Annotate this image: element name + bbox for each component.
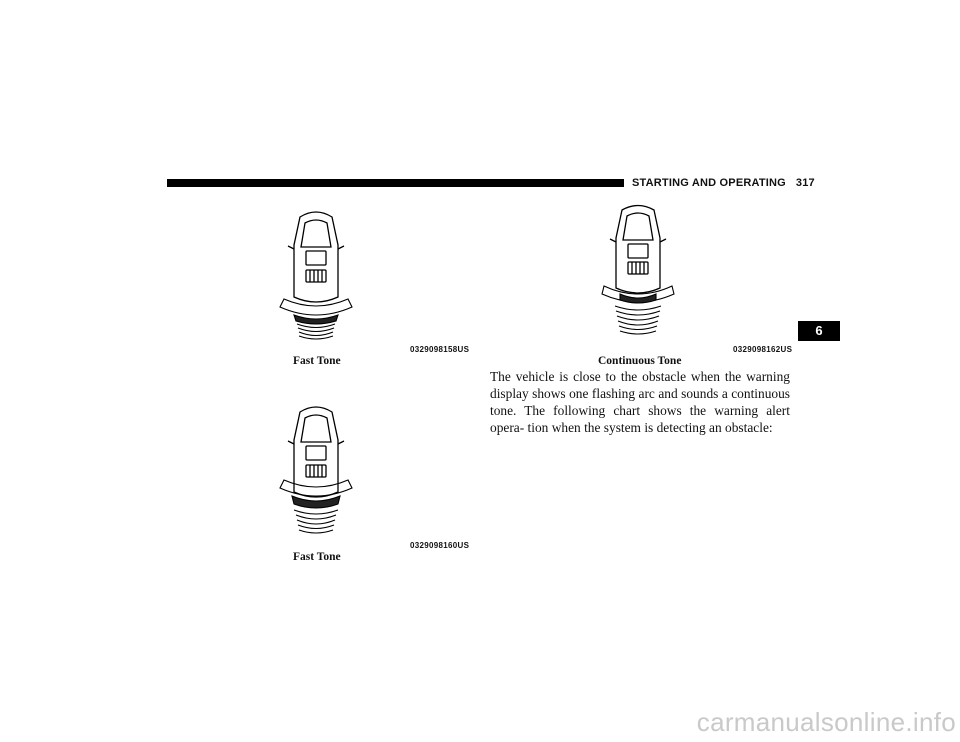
section-title: STARTING AND OPERATING [632,177,786,189]
vehicle-rear-sensor-diagram [276,400,356,540]
running-header [632,176,815,190]
body-paragraph: The vehicle is close to the obstacle when the warning display shows one flashing arc and sounds a continuous tone. The following chart shows the warning alert opera- tion when the system is detecting an obstacle: [490,369,790,435]
figure-code: 0329098158US [410,345,470,354]
header-rule [167,179,624,187]
figure-caption: Fast Tone [293,355,341,367]
figure-code: 0329098162US [733,345,793,354]
figure-fast-tone-1 [276,205,356,345]
figure-caption: Continuous Tone [598,355,682,367]
watermark: carmanualsonline.info [696,707,956,737]
figure-caption: Fast Tone [293,551,341,563]
figure-continuous-tone [598,202,678,342]
figure-code: 0329098160US [410,541,470,550]
chapter-tab: 6 [798,321,840,341]
figure-fast-tone-2 [276,400,356,540]
vehicle-rear-sensor-diagram [276,205,356,345]
page-number: 317 [795,177,815,189]
vehicle-rear-sensor-diagram [598,202,678,342]
